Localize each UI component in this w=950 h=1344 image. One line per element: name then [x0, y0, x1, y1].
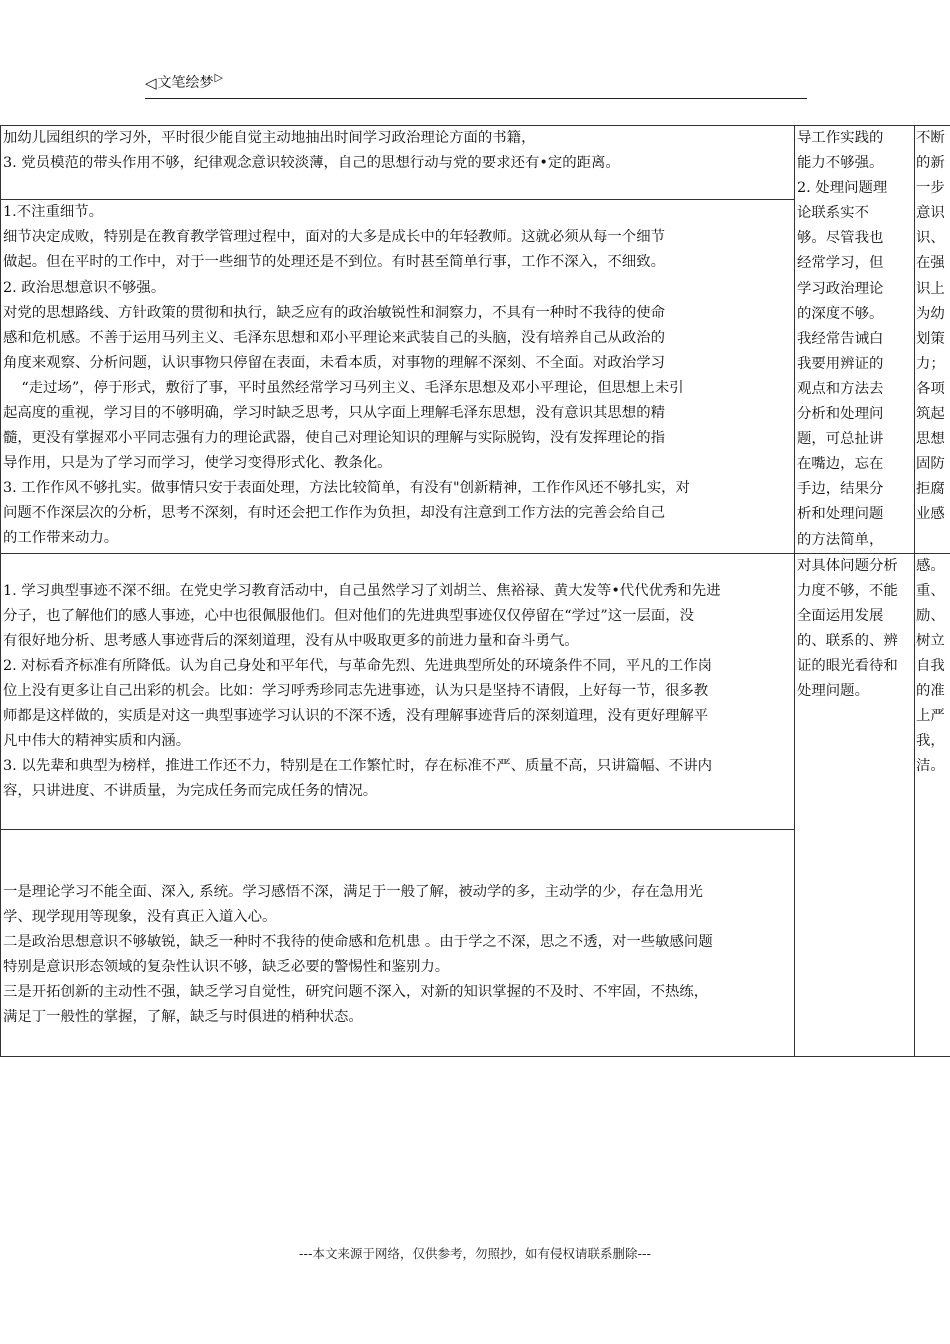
right-triangle-icon: ▷: [214, 71, 224, 84]
table-cell-col3-bottom: [915, 553, 950, 1056]
cell-text-col3-bottom: 感。 重、 励、 树立 自我 的准 上严 我， 洁。: [916, 557, 945, 775]
table-cell-col3-top: [915, 126, 950, 554]
table-cell-col2-top: [795, 126, 915, 554]
table-cell-row3: [1, 553, 795, 829]
table-cell-row2: [1, 200, 795, 553]
cell-text-row1: 加幼儿园组织的学习外，平时很少能自觉主动地抽出时间学习政治理论方面的书籍， 3. 党员模范的带头作用不够，纪律观念意识较淡薄，自己的思想行动与党的要求还有•定的距离。: [3, 130, 620, 172]
header-logo: [145, 72, 807, 94]
cell-text-col3-top: 不断 的新 一步 意识 识、 在强 识上 为幼 划策 力； 各项 筑起 思想 固防 拒腐 业感: [916, 130, 945, 523]
cell-text-col2-bottom: 对具体问题分析 力度不够，不能 全面运用发展 的、联系的、辨 证的眼光看待和 处理问题。: [797, 557, 898, 700]
logo-text: 文笔绘梦: [157, 75, 214, 91]
cell-text-row4: 一是理论学习不能全面、深入, 系统。学习感悟不深，满足于一般了解，被动学的多，主动学的少，存在急用光 学、现学现用等现象，没有真正入道入心。 二是政治思想意识不够敏锐，缺乏一种时不我待的使命感和危机患 。由于学之不深，思之不透，对一些敏感问题 特别是意识形态领域的复杂性认识不够，缺乏必要的警惕性和鉴别力。 三是开拓创新的主动性不强，缺乏学习自觉性，研究问题不深入，对新的知识掌握的不及时、不牢固，不热练， 满足丁一般性的掌握，了解，缺乏与时俱进的梢种状态。: [3, 883, 713, 1026]
content-table: [0, 125, 950, 1057]
table-cell-row1: [1, 126, 795, 200]
left-triangle-icon: ◁: [145, 74, 157, 92]
cell-text-row2: 1.不注重细节。 细节决定成败，特别是在教育教学管理过程中，面对的大多是成长中的年轻教师。这就必须从每一个细节 做起。但在平时的工作中，对于一些细节的处理还是不到位。有时甚至简单行事，工作不深入，不细致。 2. 政治思想意识不够强。 对党的思想路线、方针政策的贯彻和执行，缺乏应有的政治敏锐性和洞察力，不具有一种时不我待的使命 感和危机感。不善于运用马列主义、毛泽东思想和邓小平理论来武装自己的头脑，没有培养自己从政治的 角度来观察、分析问题，认识事物只停留在表面，未看本质，对事物的理解不深刻、不全面。对政治学习 “走过场”，停于形式，敷衍了事，平时虽然经常学习马列主义、毛泽东思想及邓小平理论，但思想上未引 起高度的重视，学习目的不够明确，学习时缺乏思考，只从字面上理解毛泽东思想，没有意识其思想的精 髓，更没有掌握邓小平同志强有力的理论武器，使自己对理论知识的理解与实际脱钩，没有发挥理论的指 导作用，只是为了学习而学习，使学习变得形式化、教条化。 3. 工作作风不够扎实。做事情只安于表面处理，方法比较简单，有没有"创新精神，工作作风还不够扎实，对 问题不作深层次的分析，思考不深刻，有时还会把工作作为负担，却没有注意到工作方法的完善会给自己 的工作带来动力。: [3, 204, 690, 547]
cell-text-col2-top: 导工作实践的 能力不够强。 2. 处理问题理 论联系实不 够。尽管我也 经常学习，但 学习政治理论 的深度不够。 我经常告诫白 我要用辨证的 观点和方法去 分析和处理问 题，可总扯讲 在嘴边，忘在 手边，结果分 析和处理问题 的方法简单，: [797, 130, 888, 548]
footer-disclaimer: ---本文来源于网络，仅供参考，勿照抄，如有侵权请联系删除---: [298, 1246, 652, 1261]
table-cell-row4: [1, 829, 795, 1056]
cell-text-row3: 1. 学习典型事迹不深不细。在党史学习教育活动中，自己虽然学习了刘胡兰、焦裕禄、黄大发等•代代优秀和先进 分子，也了解他们的感人事迹，心中也很佩服他们。但对他们的先进典型事迹仅仅停留在“学过”这一层面，没 有很好地分析、思考感人事迹背后的深刻道理，没有从中吸取更多的前进力量和奋斗勇气。 2. 对标看齐标准有所降低。认为自己身处和平年代，与革命先烈、先进典型所处的环境条件不同，平凡的工作岗 位上没有更多让自己出彩的机会。比如：学习呼秀珍同志先进事迹，认为只是坚持不请假，上好每一节，很多教 师都是这样做的，实质是对这一典型事迹学习认识的不深不透，没有理解事迹背后的深刻道理，没有更好理解平 凡中伟大的精神实质和内涵。 3. 以先辈和典型为榜样，推进工作还不力，特别是在工作繁忙时，存在标准不严、质量不高，只讲篇幅、不讲内 容，只讲进度、不讲质量，为完成任务而完成任务的情况。: [3, 582, 721, 800]
page-header: [145, 72, 807, 99]
table-cell-col2-bottom: [795, 553, 915, 1056]
